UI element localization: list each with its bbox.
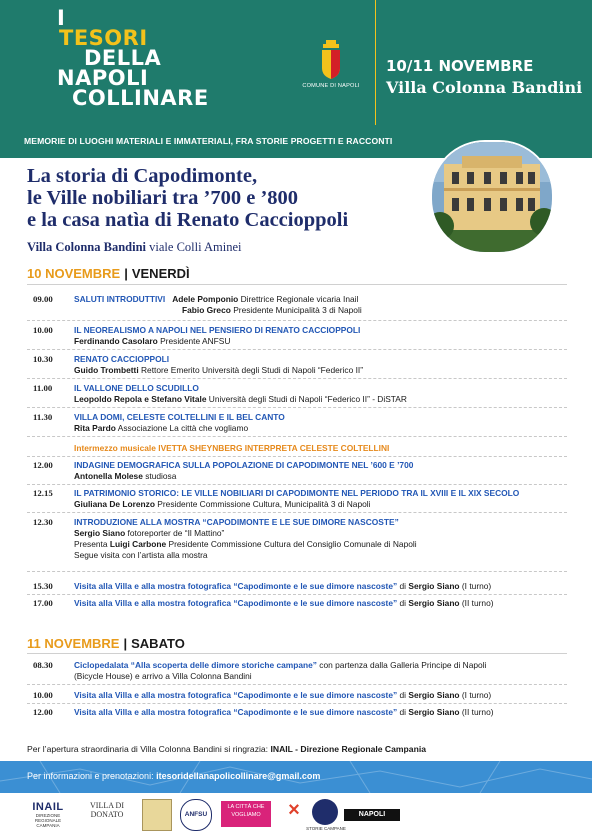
thanks-org: INAIL - Direzione Regionale Campania — [270, 744, 426, 754]
row-divider — [27, 512, 567, 513]
speaker-name: Antonella Molese — [74, 471, 143, 481]
divider — [375, 0, 376, 125]
event-dates: 10/11 NOVEMBRE — [386, 57, 534, 75]
partner-logos — [0, 793, 592, 837]
napoli-pedala-logo: NAPOLI PEDALA! — [344, 809, 400, 821]
speaker-name: Adele Pomponio — [172, 294, 239, 304]
speaker-role: Presidente Municipalità 3 di Napoli — [230, 305, 362, 315]
item-title: Ciclopedalata “Alla scoperta delle dimore storiche campane” — [74, 660, 317, 670]
row-divider — [27, 378, 567, 379]
item-detail: con partenza dalla Galleria Principe di Napoli — [316, 660, 487, 670]
inail-logo — [26, 801, 70, 828]
speaker-role: fotoreporter de “Il Mattino” — [125, 528, 225, 538]
item-title: SALUTI INTRODUTTIVI — [74, 294, 166, 304]
item-title: Visita alla Villa e alla mostra fotografica “Capodimonte e le sue dimore nascoste” — [74, 707, 398, 717]
row-divider — [27, 407, 567, 408]
speaker-name: Sergio Siano — [408, 581, 460, 591]
crest-logo — [142, 799, 172, 831]
speaker-role: Presidente Commissione Cultura del Consiglio Comunale di Napoli — [166, 539, 417, 549]
item-title: Visita alla Villa e alla mostra fotografica “Capodimonte e le sue dimore nascoste” — [74, 598, 398, 608]
thanks-text: Per l’apertura straordinaria di Villa Colonna Bandini si ringrazia: — [27, 744, 271, 754]
item-title: Visita alla Villa e alla mostra fotografica “Capodimonte e le sue dimore nascoste” — [74, 581, 398, 591]
item-time: 12.15 — [33, 488, 53, 498]
day-separator: | — [123, 636, 128, 651]
info-line — [27, 771, 320, 781]
event-logo-title — [57, 8, 209, 108]
logo-line: TESORI — [59, 26, 148, 50]
item-title: Visita alla Villa e alla mostra fotografica “Capodimonte e le sue dimore nascoste” — [74, 690, 398, 700]
item-title: VILLA DOMI, CELESTE COLTELLINI E IL BEL CANTO — [74, 412, 285, 422]
item-connector: di — [397, 707, 409, 717]
speaker-name: Ferdinando Casolaro — [74, 336, 158, 346]
item-time: 09.00 — [33, 294, 53, 304]
villa-photo — [430, 140, 554, 254]
logo-subtext: DIREZIONE REGIONALE CAMPANIA — [34, 813, 62, 828]
speaker-name: Sergio Siano — [74, 528, 126, 538]
item-title: IL PATRIMONIO STORICO: LE VILLE NOBILIARI DI CAPODIMONTE NEL PERIODO TRA IL XVIII E IL XIX SECOLO — [74, 488, 520, 498]
row-divider — [27, 703, 567, 704]
row-divider — [27, 484, 567, 485]
item-connector: di — [397, 690, 409, 700]
divider — [27, 653, 567, 654]
title-line: La storia di Capodimonte, — [27, 165, 258, 187]
item-time: 15.30 — [33, 581, 53, 591]
title-line: le Ville nobiliari tra ’700 e ’800 — [27, 187, 299, 209]
item-time: 10.00 — [33, 325, 53, 335]
day-weekday: VENERDÌ — [131, 266, 190, 281]
item-title: INDAGINE DEMOGRAFICA SULLA POPOLAZIONE DI CAPODIMONTE NEL ’600 E ’700 — [74, 460, 414, 470]
thanks-note — [27, 744, 426, 754]
logo-line: NAPOLI — [57, 66, 149, 90]
speaker-name: Guido Trombetti — [74, 365, 139, 375]
day-date: 11 NOVEMBRE — [27, 636, 120, 651]
header-subtitle: MEMORIE DI LUOGHI MATERIALI E IMMATERIALI, FRA STORIE PROGETTI E RACCONTI — [24, 136, 393, 146]
speaker-name: Luigi Carbone — [109, 539, 167, 549]
item-time: 11.30 — [33, 412, 53, 422]
venue-address — [27, 240, 242, 255]
speaker-role: Presidente ANFSU — [157, 336, 231, 346]
day-heading-1 — [27, 266, 190, 281]
speaker-name: Leopoldo Repola e Stefano Vitale — [74, 394, 207, 404]
speaker-name: Sergio Siano — [408, 690, 460, 700]
speaker-name: Fabio Greco — [182, 305, 231, 315]
item-time: 10.30 — [33, 354, 53, 364]
item-time: 08.30 — [33, 660, 53, 670]
day-date: 10 NOVEMBRE — [27, 266, 121, 281]
venue-street: viale Colli Aminei — [146, 240, 242, 254]
storie-campane-logo — [312, 799, 338, 825]
speaker-name: Rita Pardo — [74, 423, 116, 433]
item-time: 17.00 — [33, 598, 53, 608]
item-time: 10.00 — [33, 690, 53, 700]
intermezzo-text: Intermezzo musicale IVETTA SHEYNBERG INTERPRETA CELESTE COLTELLINI — [74, 443, 390, 453]
speaker-name: Giuliana De Lorenzo — [74, 499, 155, 509]
header-band — [0, 0, 592, 158]
day-weekday: SABATO — [131, 636, 185, 651]
venue-name: Villa Colonna Bandini — [27, 240, 147, 254]
item-note: Segue visita con l’artista alla mostra — [74, 550, 208, 560]
item-detail: (Bicycle House) e arrivo a Villa Colonna Bandini — [74, 671, 252, 681]
item-shift: (II turno) — [459, 707, 494, 717]
item-title: RENATO CACCIOPPOLI — [74, 354, 170, 364]
speaker-role: studiosa — [142, 471, 177, 481]
item-time: 12.00 — [33, 707, 53, 717]
info-label: Per informazioni e prenotazioni: — [27, 771, 157, 781]
row-divider — [27, 684, 567, 685]
city-crest-icon — [320, 40, 342, 80]
comune-label: COMUNE DI NAPOLI — [302, 83, 360, 89]
speaker-name: Sergio Siano — [408, 707, 460, 717]
day-separator: | — [124, 266, 128, 281]
day-heading-2 — [27, 636, 185, 651]
speaker-role: Direttrice Regionale vicaria Inail — [238, 294, 359, 304]
logo-text: INAIL — [32, 801, 64, 813]
speaker-role: Presidente Commissione Cultura, Municipalità 3 di Napoli — [154, 499, 371, 509]
presenter-prefix: Presenta — [74, 539, 110, 549]
item-title: IL NEOREALISMO A NAPOLI NEL PENSIERO DI RENATO CACCIOPPOLI — [74, 325, 361, 335]
comune-logo — [299, 40, 363, 89]
row-divider — [27, 571, 567, 572]
speaker-role: Università degli Studi di Napoli “Federico II” - DiSTAR — [206, 394, 407, 404]
item-shift: (I turno) — [459, 690, 492, 700]
item-connector: di — [397, 581, 409, 591]
contact-email[interactable]: itesoridellanapolicollinare@gmail.com — [156, 771, 321, 781]
divider — [27, 284, 567, 285]
row-divider — [27, 320, 567, 321]
row-divider — [27, 349, 567, 350]
item-title: IL VALLONE DELLO SCUDILLO — [74, 383, 199, 393]
x-mark-icon: × — [288, 799, 300, 821]
item-shift: (II turno) — [459, 598, 494, 608]
item-time: 11.00 — [33, 383, 53, 393]
title-line: e la casa natìa di Renato Caccioppoli — [27, 209, 349, 231]
speaker-role: Associazione La città che vogliamo — [115, 423, 249, 433]
villa-di-donato-logo: VILLA DI DONATO — [90, 801, 124, 819]
anfsu-logo: ANFSU — [180, 799, 212, 831]
logo-subtext: STORIE CAMPANE — [306, 826, 346, 831]
logo-line: I — [57, 6, 66, 30]
row-divider — [27, 594, 567, 595]
citta-logo: LA CITTÀ CHE VOGLIAMO — [221, 801, 271, 827]
speaker-role: Rettore Emerito Università degli Studi di Napoli “Federico II” — [138, 365, 364, 375]
page-title — [27, 165, 348, 231]
logo-line: DELLA — [84, 46, 162, 70]
item-title: INTRODUZIONE ALLA MOSTRA “CAPODIMONTE E LE SUE DIMORE NASCOSTE” — [74, 517, 399, 527]
item-connector: di — [397, 598, 409, 608]
speaker-name: Sergio Siano — [408, 598, 460, 608]
event-venue: Villa Colonna Bandini — [386, 78, 583, 97]
item-time: 12.30 — [33, 517, 53, 527]
row-divider — [27, 456, 567, 457]
item-shift: (I turno) — [459, 581, 492, 591]
item-time: 12.00 — [33, 460, 53, 470]
logo-line: COLLINARE — [72, 86, 209, 110]
row-divider — [27, 436, 567, 437]
